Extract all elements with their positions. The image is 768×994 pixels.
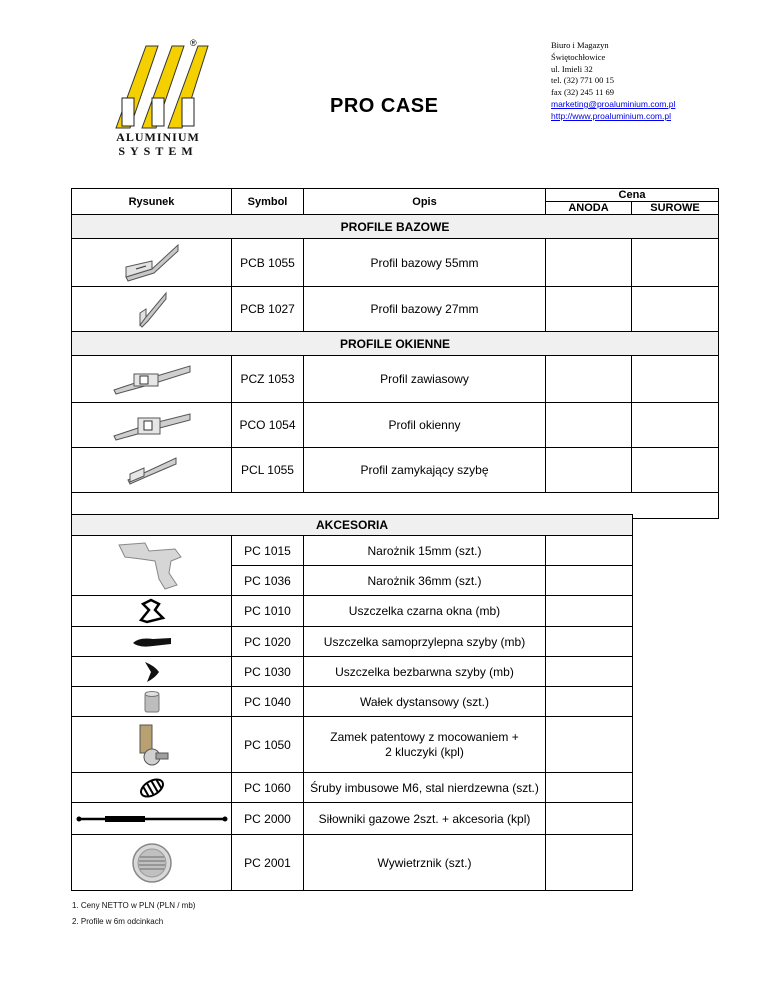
profile-base-55-icon [122, 243, 182, 283]
profiles-table [71, 188, 719, 519]
product-description: Profil bazowy 27mm [304, 287, 546, 332]
price-surowe-cell[interactable] [632, 448, 719, 493]
product-description: Narożnik 15mm (szt.) [304, 536, 546, 566]
hex-bolt-icon [137, 776, 167, 800]
pro-logo-mark [108, 38, 214, 130]
product-image [72, 239, 232, 287]
product-symbol: PC 2001 [232, 835, 304, 891]
contact-line: ul. Imieli 32 [551, 63, 593, 74]
product-image [72, 627, 232, 657]
price-surowe-cell[interactable] [632, 356, 719, 403]
section-akcesoria: AKCESORIA [72, 515, 633, 536]
table-row [72, 657, 633, 687]
product-image [72, 657, 232, 687]
product-description: Profil zawiasowy [304, 356, 546, 403]
price-cell[interactable] [546, 536, 633, 566]
profile-base-27-icon [132, 289, 172, 329]
website-link[interactable]: http://www.proaluminium.com.pl [551, 110, 671, 121]
price-surowe-cell[interactable] [632, 287, 719, 332]
table-row [72, 717, 633, 773]
contact-line: tel. (32) 771 00 15 [551, 75, 615, 86]
product-image [72, 448, 232, 493]
desc-line-1: Zamek patentowy z mocowaniem + [330, 729, 519, 744]
table-row [72, 356, 719, 403]
header-opis: Opis [304, 189, 546, 215]
table-row [72, 773, 633, 803]
product-symbol: PCB 1055 [232, 239, 304, 287]
product-image [72, 687, 232, 717]
price-anoda-cell[interactable] [546, 239, 632, 287]
profile-window-icon [110, 408, 194, 442]
accessories-table [71, 514, 633, 891]
table-row [72, 403, 719, 448]
product-description: Uszczelka czarna okna (mb) [304, 596, 546, 627]
product-description: Uszczelka bezbarwna szyby (mb) [304, 657, 546, 687]
product-symbol: PC 1010 [232, 596, 304, 627]
table-row [72, 835, 633, 891]
price-anoda-cell[interactable] [546, 287, 632, 332]
product-symbol: PC 1036 [232, 566, 304, 596]
section-profile-bazowe: PROFILE BAZOWE [72, 215, 719, 239]
header-symbol: Symbol [232, 189, 304, 215]
page-title: PRO CASE [330, 95, 439, 117]
product-description: Uszczelka samoprzylepna szyby (mb) [304, 627, 546, 657]
price-cell[interactable] [546, 566, 633, 596]
adhesive-glass-seal-icon [131, 635, 173, 649]
product-image [72, 773, 232, 803]
product-symbol: PC 1015 [232, 536, 304, 566]
price-cell[interactable] [546, 687, 633, 717]
table-row [72, 536, 633, 566]
price-cell[interactable] [546, 596, 633, 627]
product-description: Wywietrznik (szt.) [304, 835, 546, 891]
price-cell[interactable] [546, 835, 633, 891]
table-row [72, 596, 633, 627]
product-description: Siłowniki gazowe 2szt. + akcesoria (kpl) [304, 803, 546, 835]
price-cell[interactable] [546, 717, 633, 773]
price-surowe-cell[interactable] [632, 403, 719, 448]
contact-line: Biuro i Magazyn [551, 40, 609, 50]
registered-mark: ® [190, 38, 197, 48]
product-description: Wałek dystansowy (szt.) [304, 687, 546, 717]
price-cell[interactable] [546, 627, 633, 657]
logo-word-aluminium: ALUMINIUM [116, 130, 200, 144]
profile-hinge-icon [110, 362, 194, 396]
product-symbol: PC 1060 [232, 773, 304, 803]
product-description: Narożnik 36mm (szt.) [304, 566, 546, 596]
product-symbol: PCO 1054 [232, 403, 304, 448]
table-row [72, 627, 633, 657]
product-symbol: PC 2000 [232, 803, 304, 835]
header-anoda: ANODA [546, 202, 632, 215]
product-symbol: PC 1020 [232, 627, 304, 657]
section-profile-okienne: PROFILE OKIENNE [72, 332, 719, 356]
table-row [72, 448, 719, 493]
corner-piece-icon [115, 539, 189, 593]
header-cena: Cena [546, 189, 719, 202]
email-link[interactable]: marketing@proaluminium.com.pl [551, 98, 676, 109]
logo-word-system: SYSTEM [118, 144, 198, 158]
product-symbol: PCL 1055 [232, 448, 304, 493]
footnote-2: 2. Profile w 6m odcinkach [72, 917, 164, 926]
spacer-roller-icon [142, 690, 162, 714]
price-anoda-cell[interactable] [546, 356, 632, 403]
product-symbol: PCZ 1053 [232, 356, 304, 403]
profile-glass-lock-icon [122, 454, 182, 486]
contact-line: Świętochłowice [551, 51, 606, 62]
table-row [72, 687, 633, 717]
product-image [72, 717, 232, 773]
product-description: Profil bazowy 55mm [304, 239, 546, 287]
price-cell[interactable] [546, 657, 633, 687]
product-description: Profil zamykający szybę [304, 448, 546, 493]
product-symbol: PC 1050 [232, 717, 304, 773]
product-image [72, 403, 232, 448]
black-window-seal-icon [137, 598, 167, 624]
patent-lock-icon [132, 721, 172, 769]
table-row [72, 239, 719, 287]
product-symbol: PC 1040 [232, 687, 304, 717]
product-image [72, 536, 232, 596]
price-cell[interactable] [546, 803, 633, 835]
table-row [72, 803, 633, 835]
price-anoda-cell[interactable] [546, 448, 632, 493]
product-description: Śruby imbusowe M6, stal nierdzewna (szt.) [304, 773, 546, 803]
product-description [304, 717, 546, 773]
desc-line-2: 2 kluczyki (kpl) [385, 744, 464, 759]
ventilation-grille-icon [130, 842, 174, 884]
price-anoda-cell[interactable] [546, 403, 632, 448]
product-description: Profil okienny [304, 403, 546, 448]
table-row [72, 287, 719, 332]
price-surowe-cell[interactable] [632, 239, 719, 287]
product-image [72, 596, 232, 627]
contact-line: fax (32) 245 11 69 [551, 87, 614, 98]
price-cell[interactable] [546, 773, 633, 803]
header-rysunek: Rysunek [72, 189, 232, 215]
gas-strut-icon [75, 812, 229, 826]
product-symbol: PC 1030 [232, 657, 304, 687]
product-image [72, 835, 232, 891]
header-surowe: SUROWE [632, 202, 719, 215]
product-image [72, 287, 232, 332]
product-symbol: PCB 1027 [232, 287, 304, 332]
footnote-1: 1. Ceny NETTO w PLN (PLN / mb) [72, 901, 196, 910]
product-image [72, 803, 232, 835]
product-image [72, 356, 232, 403]
contact-block [551, 40, 675, 123]
clear-glass-seal-icon [141, 660, 163, 684]
